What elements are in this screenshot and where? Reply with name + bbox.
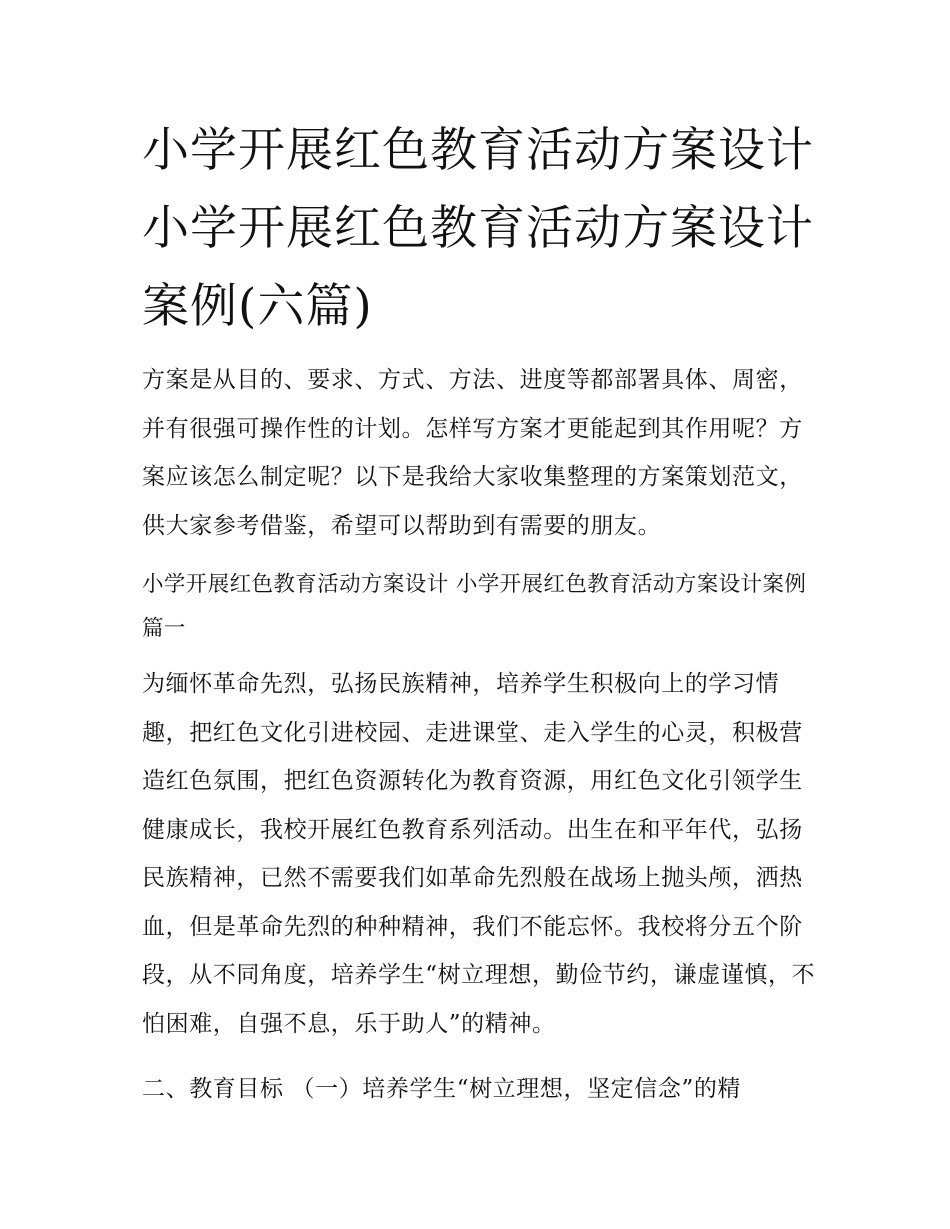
section-heading: 小学开展红色教育活动方案设计 小学开展红色教育活动方案设计案例篇一 (142, 572, 807, 641)
intro-paragraph: 方案是从目的、要求、方式、方法、进度等都部署具体、周密，并有很强可操作性的计划。怎样写方案才更能起到其作用呢？方案应该怎么制定呢？以下是我给大家收集整理的方案策划范文，供大家参考借鉴，希望可以帮助到有需要的朋友。 (142, 367, 803, 539)
document-title: 小学开展红色教育活动方案设计 小学开展红色教育活动方案设计案例(六篇) (142, 123, 814, 334)
education-goals-paragraph: 二、教育目标 （一）培养学生“树立理想，坚定信念”的精 (142, 1076, 742, 1102)
body-paragraph: 为缅怀革命先烈，弘扬民族精神，培养学生积极向上的学习情趣，把红色文化引进校园、走进课堂、走入学生的心灵，积极营造红色氛围，把红色资源转化为教育资源，用红色文化引领学生健康成长，我校开展红色教育系列活动。出生在和平年代，弘扬民族精神，已然不需要我们如革命先烈般在战场上抛头颅，洒热血，但是革命先烈的种种精神，我们不能忘怀。我校将分五个阶段，从不同角度，培养学生“树立理想，勤俭节约，谦虚谨慎，不怕困难，自强不息，乐于助人”的精神。 (142, 671, 816, 1037)
